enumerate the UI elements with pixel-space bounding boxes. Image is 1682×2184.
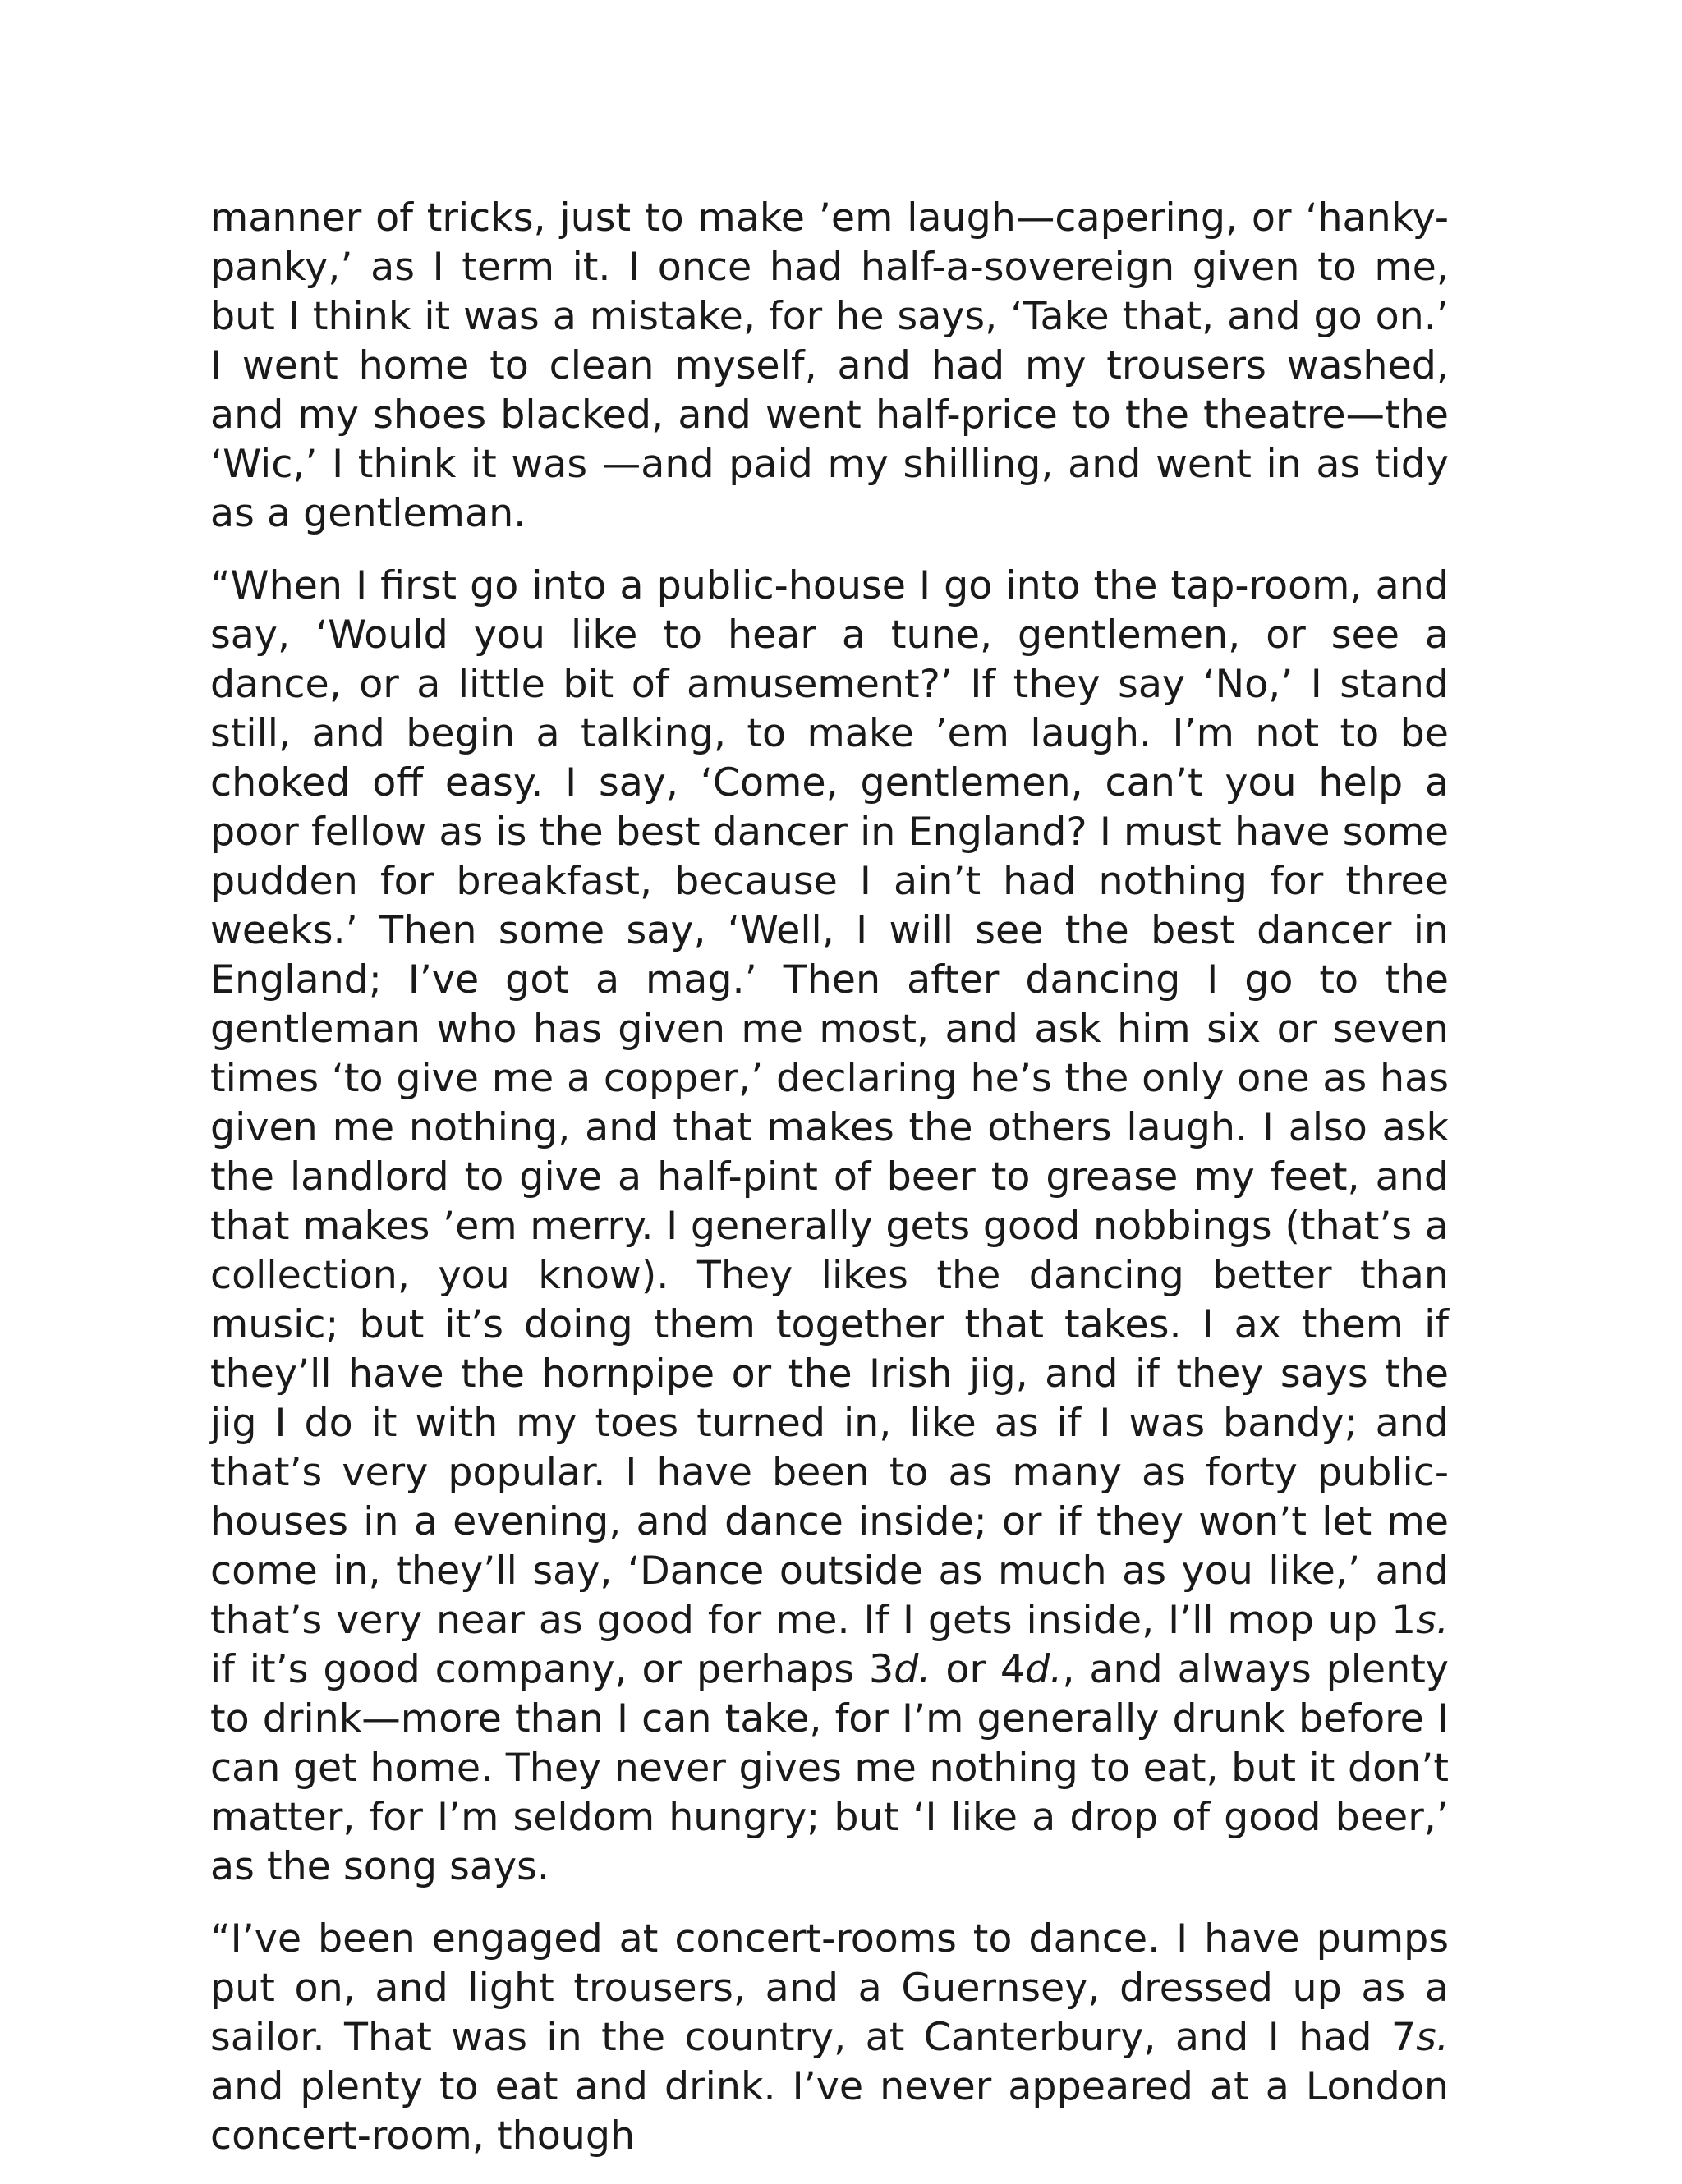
document-page (210, 194, 1449, 2184)
paragraph-1 (210, 194, 1449, 539)
text-segment: , and always plenty to drink—more than I can take, for I’m generally drunk before I can get home. They never gives me nothing to eat, but it don’t matter, for I’m seldom hungry; but ‘I like a drop of good beer,’ as the song says. (210, 1647, 1449, 1889)
text-segment: if it’s good company, or perhaps 3 (210, 1647, 894, 1692)
text-segment: or 4 (931, 1647, 1026, 1692)
text-segment-italic: d. (894, 1647, 931, 1692)
text-segment-italic: d. (1025, 1647, 1063, 1692)
text-segment-italic: s. (1416, 1598, 1449, 1643)
text-segment: and plenty to eat and drink. I’ve never appeared at a London concert-room, though (210, 2064, 1449, 2159)
text-segment: “I’ve been engaged at concert-rooms to dance. I have pumps put on, and light trousers, and a Guernsey, dressed up as a sailor. That was in the country, at Canterbury, and I had 7 (210, 1916, 1449, 2060)
text-segment: manner of tricks, just to make ’em laugh—capering, or ‘hanky-panky,’ as I term it. I once had half-a-sovereign given to me, but I think it was a mistake, for he says, ‘Take that, and go on.’ I went home to clean myself, and had my trousers washed, and my shoes blacked, and went half-price to the theatre—the ‘Wic,’ I think it was —and paid my shilling, and went in as tidy as a gentleman. (210, 195, 1449, 536)
paragraph-2 (210, 562, 1449, 1892)
text-segment: “When I first go into a public-house I go into the tap-room, and say, ‘Would you like to hear a tune, gentlemen, or see a dance, or a little bit of amusement?’ If they say ‘No,’ I stand still, and begin a talking, to make ’em laugh. I’m not to be choked off easy. I say, ‘Come, gentlemen, can’t you help a poor fellow as is the best dancer in England? I must have some pudden for breakfast, because I ain’t had nothing for three weeks.’ Then some say, ‘Well, I will see the best dancer in England; I’ve got a mag.’ Then after dancing I go to the gentleman who has given me most, and ask him six or seven times ‘to give me a copper,’ declaring he’s the only one as has given me nothing, and that makes the others laugh. I also ask the landlord to give a half-pint of beer to grease my feet, and that makes ’em merry. I generally gets good nobbings (that’s a collection, you know). They likes the dancing better than music; but it’s doing them together that takes. I ax them if they’ll have the hornpipe or the Irish jig, and if they says the jig I do it with my toes turned in, like as if I was bandy; and that’s very popular. I have been to as many as forty public-houses in a evening, and dance inside; or if they won’t let me come in, they’ll say, ‘Dance outside as much as you like,’ and that’s very near as good for me. If I gets inside, I’ll mop up 1 (210, 563, 1449, 1643)
text-segment-italic: s. (1416, 2015, 1449, 2060)
paragraph-3 (210, 1915, 1449, 2161)
